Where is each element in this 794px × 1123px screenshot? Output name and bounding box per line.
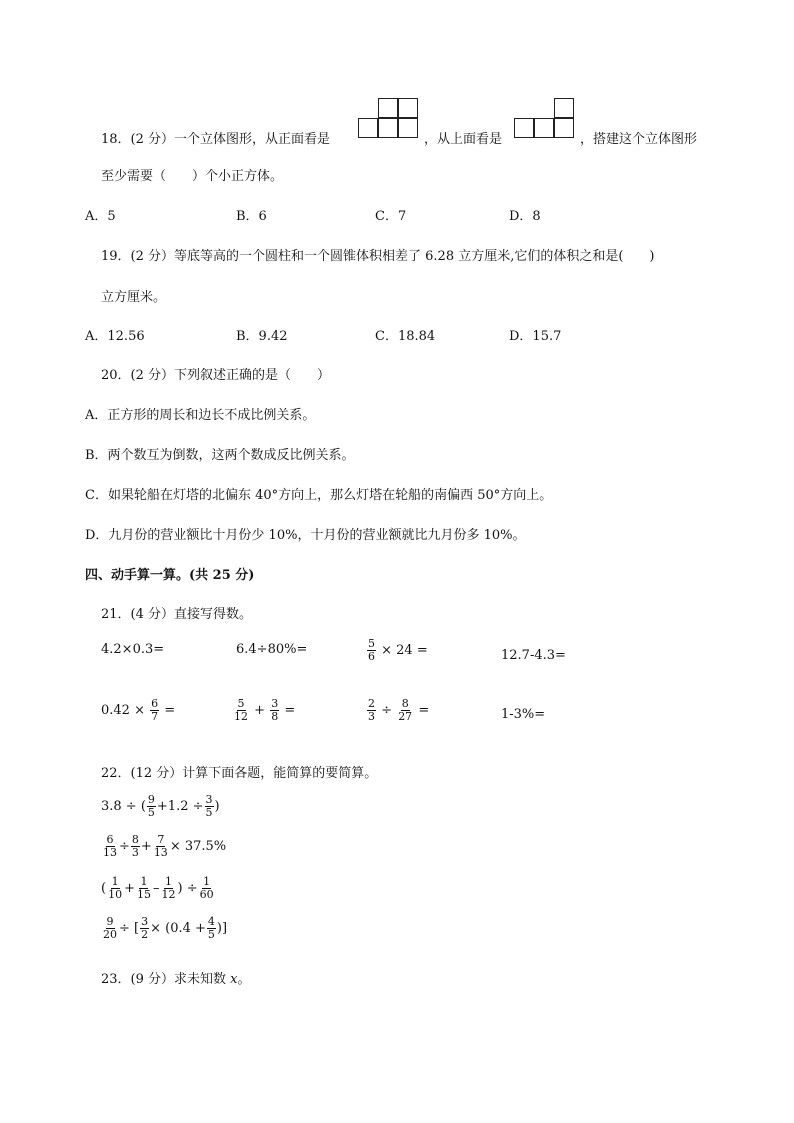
q18-option-d: D．8 [509, 209, 541, 224]
q21-item-7: $\frac{2}{3}$ ÷ $\frac{8}{27}$ = [368, 697, 430, 723]
q22-expression-4: $\frac{9}{20}$ ÷ [ $\frac{3}{2}$ × (0.4 + $\frac{4}{5}$ )] [103, 915, 228, 941]
q18-text-b: ，从上面看是 [424, 132, 503, 147]
q18-line2: 至少需要（ ）个小正方体。 [101, 169, 284, 184]
q20-option-c: C．如果轮船在灯塔的北偏东 40°方向上，那么灯塔在轮船的南偏西 50°方向上。 [85, 488, 553, 503]
q21-item-8: 1-3%= [501, 707, 546, 722]
q19-option-d: D．15.7 [509, 329, 562, 344]
q22-expression-3: ( $\frac{1}{10}$ + $\frac{1}{15}$ – $\frac{1}{12}$ ) ÷ $\frac{1}{60}$ [101, 875, 214, 901]
q23-stem: 23．(9 分）求未知数 x。 [101, 972, 251, 987]
q21-item-2: 6.4÷80%= [236, 642, 308, 657]
q21-item-3: $\frac{5}{6}$ × 24 = [368, 637, 428, 663]
q22-expression-2: $\frac{6}{13}$ ÷ $\frac{8}{3}$ + $\frac{7}{13}$ × 37.5% [103, 833, 227, 859]
q22-stem: 22．(12 分）计算下面各题，能简算的要简算。 [101, 766, 378, 781]
q21-item-4: 12.7-4.3= [501, 648, 566, 663]
section-heading: 四、动手算一算。(共 25 分) [85, 568, 255, 583]
q19-line2: 立方厘米。 [101, 290, 167, 305]
q20-option-b: B．两个数互为倒数，这两个数成反比例关系。 [85, 448, 355, 463]
q18-option-b: B．6 [236, 209, 267, 224]
q22-expression-1: 3.8 ÷ ( $\frac{9}{5}$ +1.2 ÷ $\frac{3}{5}$ ) [101, 793, 220, 819]
q21-item-5: 0.42 × $\frac{6}{7}$ = [101, 697, 176, 723]
q21-item-6: $\frac{5}{12}$ + $\frac{3}{8}$ = [234, 697, 296, 723]
q20-option-a: A．正方形的周长和边长不成比例关系。 [85, 408, 316, 423]
q21-stem: 21．(4 分）直接写得数。 [101, 607, 253, 622]
q18-text-c: ，搭建这个立体图形 [580, 132, 698, 147]
q18-option-c: C．7 [375, 209, 407, 224]
q18-option-a: A．5 [85, 209, 116, 224]
q18-line1 [101, 128, 330, 147]
top-view-figure [512, 98, 578, 142]
front-view-figure [356, 98, 422, 142]
q19-option-a: A．12.56 [85, 329, 145, 344]
q19-option-b: B．9.42 [236, 329, 288, 344]
q21-item-1: 4.2×0.3= [101, 642, 165, 657]
q20-stem: 20．(2 分）下列叙述正确的是（ ） [101, 368, 331, 383]
q20-option-d: D．九月份的营业额比十月份少 10%，十月份的营业额就比九月份多 10%。 [85, 528, 526, 543]
q19-line1: 19．(2 分）等底等高的一个圆柱和一个圆锥体积相差了 6.28 立方厘米,它们的体积之和是( ) [101, 249, 655, 264]
q19-option-c: C．18.84 [375, 329, 436, 344]
unknown-variable: x [230, 972, 238, 987]
q18-text-a: 18．(2 分）一个立体图形，从正面看是 [101, 132, 331, 147]
